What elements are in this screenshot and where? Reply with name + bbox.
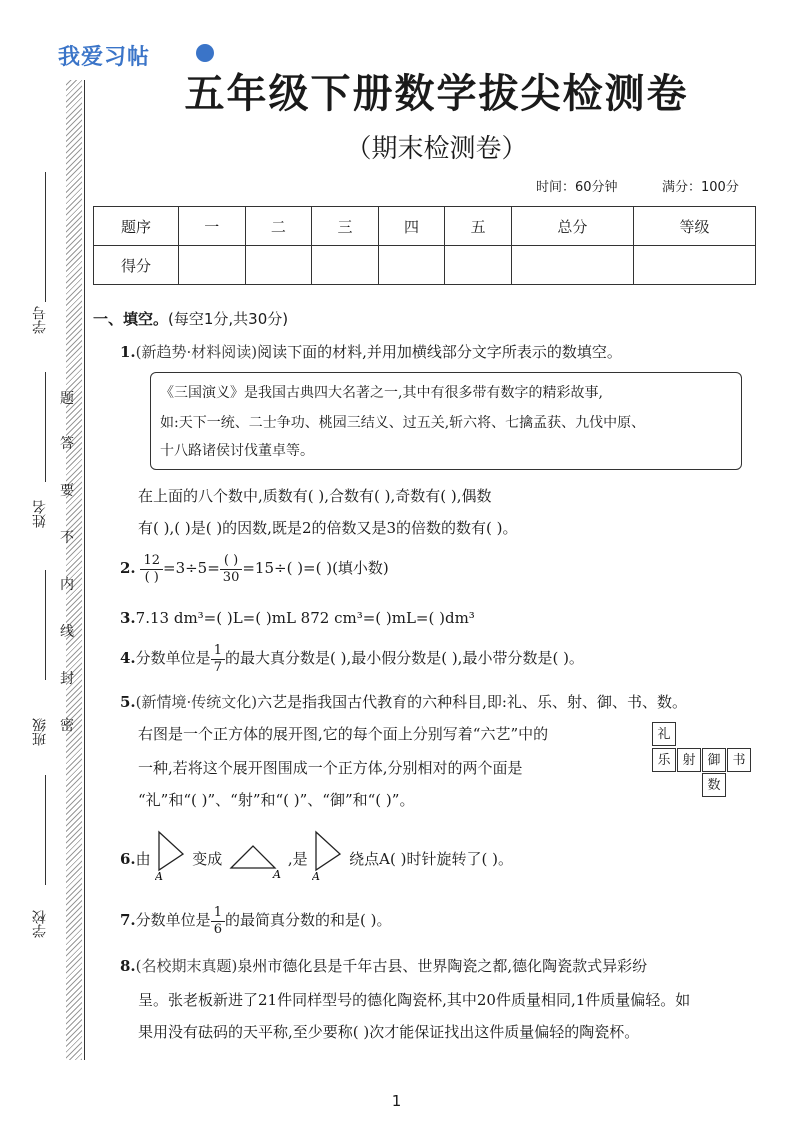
question-number: 2. bbox=[120, 559, 136, 577]
table-cell: 题序 bbox=[94, 207, 179, 246]
xingming-blank[interactable] bbox=[45, 372, 46, 482]
question-text: 的最简真分数的和是( )。 bbox=[224, 911, 392, 929]
score-input[interactable] bbox=[445, 246, 512, 285]
triangle-original-icon bbox=[155, 830, 187, 880]
question-text: 由 bbox=[135, 850, 151, 868]
question-number: 6. bbox=[120, 850, 136, 868]
net-face: 书 bbox=[727, 748, 751, 772]
triangle-original-icon bbox=[312, 830, 344, 880]
question-3 bbox=[120, 602, 475, 634]
score-input[interactable] bbox=[633, 246, 755, 285]
seal-char: 封 bbox=[60, 671, 74, 687]
site-logo: 我爱习帖 bbox=[58, 45, 151, 70]
question-text: =3÷5= bbox=[163, 559, 220, 577]
passage-line: 十八路诸侯讨伐董卓等。 bbox=[160, 443, 314, 459]
score-table-header bbox=[94, 207, 756, 246]
page-subtitle: （期末检测卷） bbox=[345, 134, 528, 164]
point-label: A bbox=[155, 870, 164, 880]
question-text: 7.13 dm³=( )L=( )mL 872 cm³=( )mL=( )dm³ bbox=[135, 609, 475, 627]
table-cell: 五 bbox=[445, 207, 512, 246]
point-label: A bbox=[312, 870, 321, 880]
question-line: 果用没有砝码的天平称,至少要称( )次才能保证找出这件质量偏轻的陶瓷杯。 bbox=[138, 1023, 640, 1041]
table-cell: 得分 bbox=[94, 246, 179, 285]
question-text: 六艺是指我国古代教育的六种科目,即:礼、乐、射、御、书、数。 bbox=[257, 693, 687, 711]
question-4 bbox=[120, 642, 584, 676]
question-number: 5. bbox=[120, 693, 136, 711]
question-tag: (新情境·传统文化) bbox=[135, 693, 258, 711]
question-number: 1. bbox=[120, 343, 136, 361]
question-text: 分数单位是 bbox=[135, 911, 211, 929]
point-label: A bbox=[273, 868, 281, 878]
passage-line: 如:天下一统、二士争功、桃园三结义、过五关,斩六将、七擒孟获、九伐中原、 bbox=[160, 415, 646, 431]
question-5 bbox=[120, 686, 687, 718]
triangle-rotated-icon bbox=[227, 842, 283, 878]
binding-line bbox=[84, 80, 85, 1060]
logo-icon bbox=[196, 44, 214, 62]
seal-char: 要 bbox=[60, 483, 74, 499]
binding-hatch bbox=[66, 80, 82, 1060]
score-input[interactable] bbox=[179, 246, 246, 285]
fraction: $\frac{12}{( )}$ bbox=[140, 553, 163, 586]
seal-char: 不 bbox=[60, 530, 74, 546]
question-number: 7. bbox=[120, 911, 136, 929]
question-line: 呈。张老板新进了21件同样型号的德化陶瓷杯,其中20件质量相同,1件质量偏轻。如 bbox=[138, 991, 691, 1009]
seal-char: 内 bbox=[60, 577, 74, 593]
table-cell: 一 bbox=[179, 207, 246, 246]
table-cell: 二 bbox=[245, 207, 312, 246]
xingming-label: 姓名 bbox=[32, 500, 48, 528]
question-text: 绕点A( )时针旋转了( )。 bbox=[349, 850, 513, 868]
net-face: 乐 bbox=[652, 748, 676, 772]
question-line: “礼”和“( )”、“射”和“( )”、“御”和“( )”。 bbox=[138, 791, 415, 809]
fraction: $\frac{1}{6}$ bbox=[211, 905, 225, 938]
question-number: 8. bbox=[120, 957, 136, 975]
table-cell: 四 bbox=[378, 207, 445, 246]
xuehao-blank[interactable] bbox=[45, 172, 46, 302]
question-6 bbox=[120, 840, 513, 880]
question-number: 4. bbox=[120, 649, 136, 667]
xuexiao-blank[interactable] bbox=[45, 775, 46, 885]
score-input[interactable] bbox=[245, 246, 312, 285]
question-line: 一种,若将这个展开图围成一个正方体,分别相对的两个面是 bbox=[138, 759, 523, 777]
score-table bbox=[93, 206, 756, 285]
page-number: 1 bbox=[391, 1092, 402, 1110]
full-score: 满分：100分 bbox=[662, 180, 739, 195]
question-text: =15÷( )=( )(填小数) bbox=[242, 559, 389, 577]
question-tag: (新趋势·材料阅读) bbox=[135, 343, 258, 361]
question-text: 分数单位是 bbox=[135, 649, 211, 667]
seal-char: 答 bbox=[60, 436, 74, 452]
question-text: 的最大真分数是( ),最小假分数是( ),最小带分数是( )。 bbox=[224, 649, 584, 667]
net-face: 礼 bbox=[652, 722, 676, 746]
question-1 bbox=[120, 336, 622, 368]
banji-blank[interactable] bbox=[45, 570, 46, 680]
xuexiao-label: 学校 bbox=[32, 910, 48, 938]
passage-line: 《三国演义》是我国古典四大名著之一,其中有很多带有数字的精彩故事, bbox=[160, 385, 603, 401]
fraction: $\frac{1}{7}$ bbox=[211, 643, 225, 676]
score-input[interactable] bbox=[378, 246, 445, 285]
question-text: 泉州市德化县是千年古县、世界陶瓷之都,德化陶瓷款式异彩纷 bbox=[237, 957, 648, 975]
net-face: 御 bbox=[702, 748, 726, 772]
question-tag: (名校期末真题) bbox=[135, 957, 238, 975]
section-note: (每空1分,共30分) bbox=[168, 310, 289, 328]
net-face: 数 bbox=[702, 773, 726, 797]
net-face: 射 bbox=[677, 748, 701, 772]
banji-label: 班级 bbox=[32, 718, 48, 746]
section-heading bbox=[93, 308, 288, 329]
xuehao-label: 学号 bbox=[32, 306, 48, 334]
question-line: 右图是一个正方体的展开图,它的每个面上分别写着“六艺”中的 bbox=[138, 725, 549, 743]
fraction: $\frac{( )}{30}$ bbox=[220, 553, 243, 586]
seal-char: 线 bbox=[60, 624, 74, 640]
page-title: 五年级下册数学拔尖检测卷 bbox=[184, 71, 689, 117]
time-limit: 时间：60分钟 bbox=[536, 180, 618, 195]
seal-char: 密 bbox=[60, 718, 74, 734]
seal-char: 题 bbox=[60, 391, 74, 407]
question-8 bbox=[120, 950, 647, 982]
question-2 bbox=[120, 552, 389, 586]
question-text: ,是 bbox=[287, 850, 308, 868]
question-text: 阅读下面的材料,并用加横线部分文字所表示的数填空。 bbox=[257, 343, 622, 361]
question-number: 3. bbox=[120, 609, 136, 627]
question-7 bbox=[120, 904, 391, 938]
question-text: 变成 bbox=[192, 850, 223, 868]
table-cell: 等级 bbox=[633, 207, 755, 246]
question-line: 有( ),( )是( )的因数,既是2的倍数又是3的倍数的数有( )。 bbox=[138, 519, 518, 537]
section-title: 一、填空。 bbox=[93, 310, 169, 328]
score-input[interactable] bbox=[312, 246, 379, 285]
score-input[interactable] bbox=[511, 246, 633, 285]
score-table-row bbox=[94, 246, 756, 285]
table-cell: 三 bbox=[312, 207, 379, 246]
table-cell: 总分 bbox=[511, 207, 633, 246]
question-line: 在上面的八个数中,质数有( ),合数有( ),奇数有( ),偶数 bbox=[138, 487, 492, 505]
